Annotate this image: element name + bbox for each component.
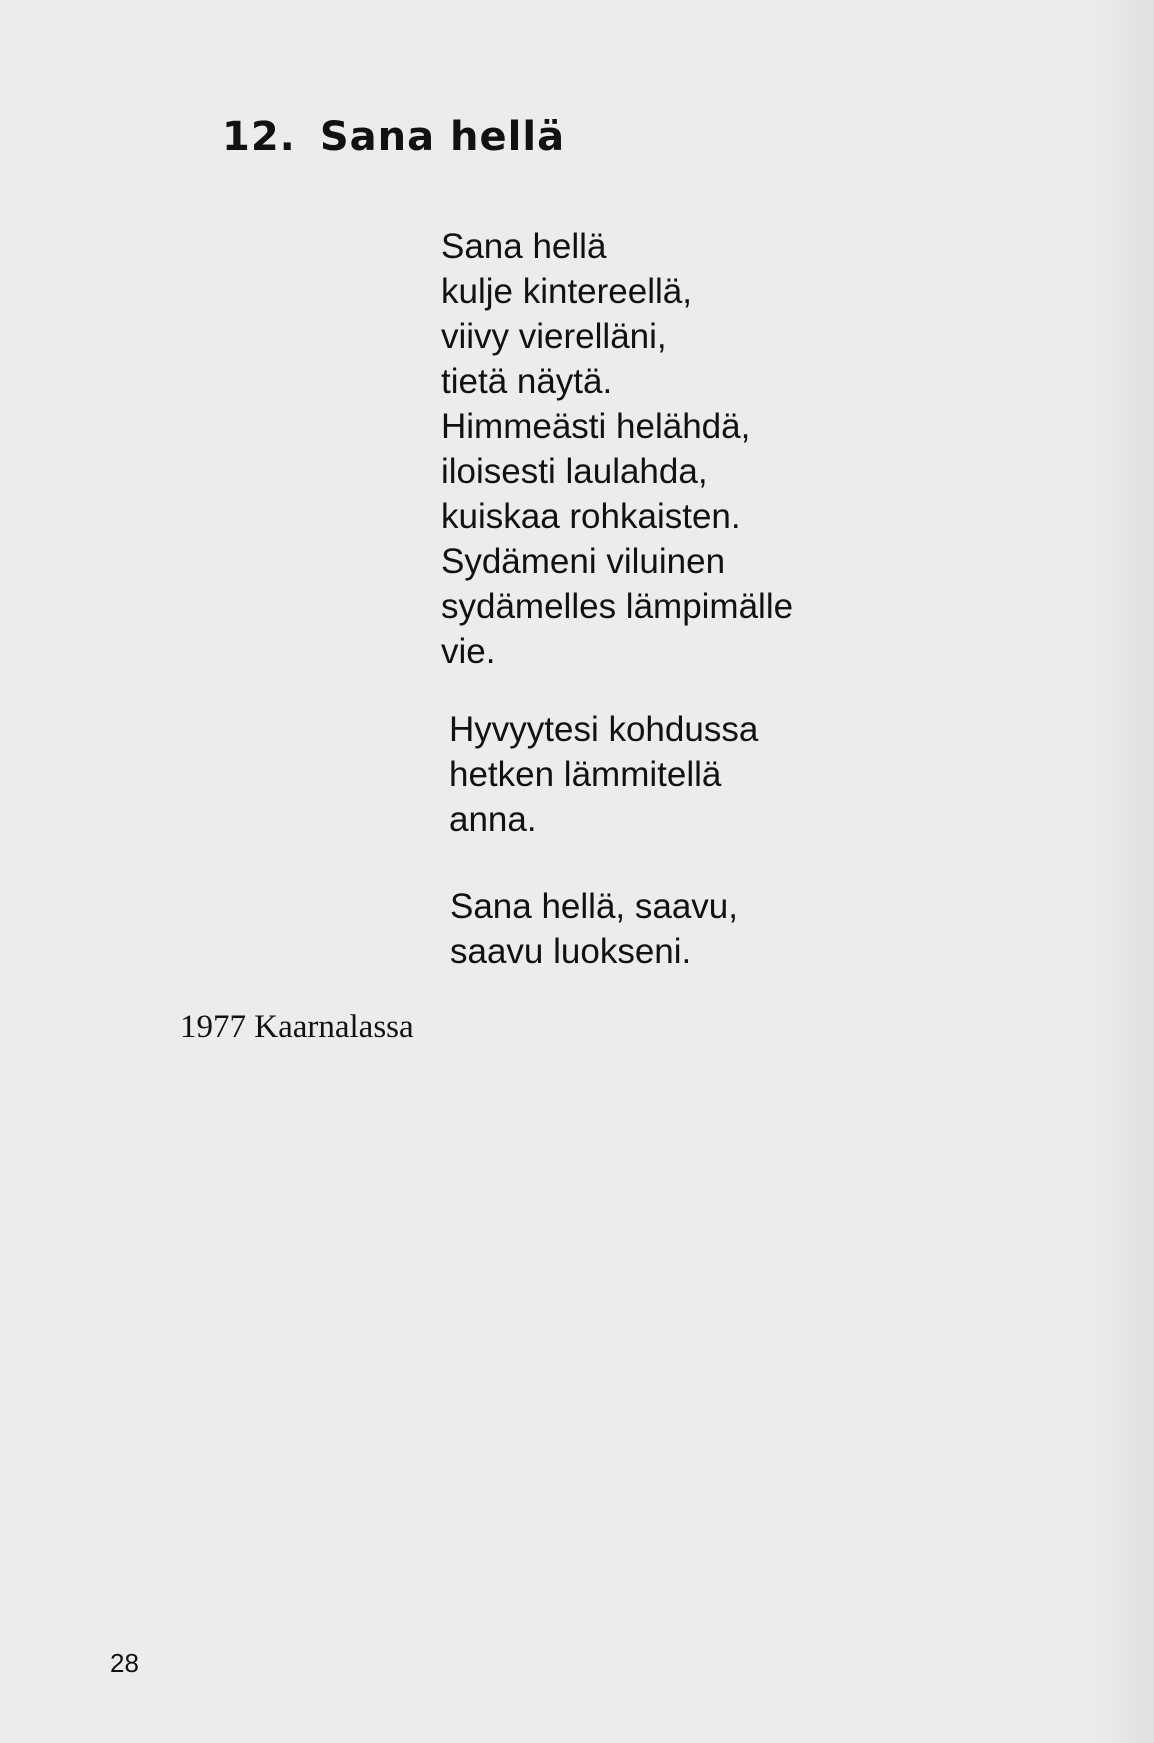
poem-line: vie. — [441, 632, 496, 671]
poem-line: Sydämeni viluinen — [441, 542, 726, 581]
poem-line: Sana hellä — [441, 227, 607, 266]
stanza-3 — [450, 884, 738, 974]
poem-line: kulje kintereellä, — [441, 272, 692, 311]
poem-line: Hyvyytesi kohdussa — [449, 710, 759, 749]
poem-signature: 1977 Kaarnalassa — [180, 1009, 414, 1045]
poem-line: Sana hellä, saavu, — [450, 887, 738, 926]
poem-heading — [222, 114, 565, 160]
page-number: 28 — [110, 1648, 139, 1678]
stanza-1 — [441, 224, 793, 674]
poem-line: tietä näytä. — [441, 362, 613, 401]
poem-line: saavu luokseni. — [450, 932, 692, 971]
poem-number: 12. — [222, 114, 296, 160]
poem-line: hetken lämmitellä — [449, 755, 722, 794]
poem-line: Himmeästi helähdä, — [441, 407, 751, 446]
poem-line: anna. — [449, 800, 537, 839]
page-edge-shadow — [1094, 0, 1154, 1743]
poem-line: kuiskaa rohkaisten. — [441, 497, 741, 536]
poem-line: sydämelles lämpimälle — [441, 587, 794, 626]
poem-line: viivy vierelläni, — [441, 317, 667, 356]
poem-line: iloisesti laulahda, — [441, 452, 708, 491]
stanza-2 — [449, 707, 758, 842]
poem-title: Sana hellä — [319, 114, 566, 160]
